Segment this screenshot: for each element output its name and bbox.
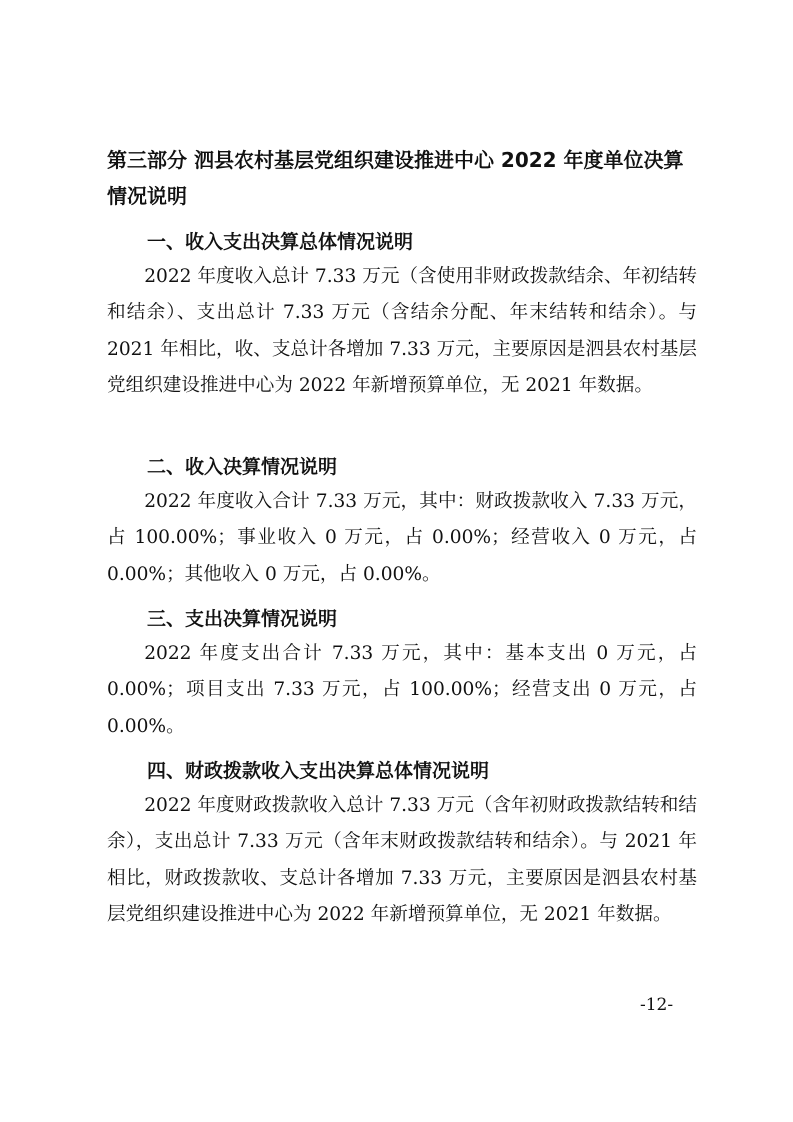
section-heading-3: 三、支出决算情况说明 — [147, 608, 338, 630]
section-paragraph-2: 2022 年度收入合计 7.33 万元，其中：财政拨款收入 7.33 万元，占 100.00%；事业收入 0 万元，占 0.00%；经营收入 0 万元，占 0.00%；其他收入 0 万元，占 0.00%。 — [107, 491, 697, 585]
section-paragraph-4: 2022 年度财政拨款收入总计 7.33 万元（含年初财政拨款结转和结余），支出总计 7.33 万元（含年末财政拨款结转和结余）。与 2021 年相比，财政拨款收、支总计各增加 7.33 万元，主要原因是泗县农村基层党组织建设推进中心为 2022 年新增预算单位，无 2021 年数据。 — [107, 795, 697, 925]
section-heading-4: 四、财政拨款收入支出决算总体情况说明 — [147, 760, 490, 782]
page-title: 第三部分 泗县农村基层党组织建设推进中心 2022 年度单位决算情况说明 — [107, 148, 684, 208]
page-number: -12- — [640, 995, 674, 1015]
section-heading-1: 一、收入支出决算总体情况说明 — [147, 231, 414, 253]
section-paragraph-1: 2022 年度收入总计 7.33 万元（含使用非财政拨款结余、年初结转和结余）、支出总计 7.33 万元（含结余分配、年末结转和结余）。与 2021 年相比，收、支总计各增加 7.33 万元，主要原因是泗县农村基层党组织建设推进中心为 2022 年新增预算单位，无 2021 年数据。 — [107, 266, 697, 396]
section-heading-2: 二、收入决算情况说明 — [147, 456, 338, 478]
section-paragraph-3: 2022 年度支出合计 7.33 万元，其中：基本支出 0 万元，占 0.00%；项目支出 7.33 万元，占 100.00%；经营支出 0 万元，占 0.00%。 — [107, 643, 697, 737]
